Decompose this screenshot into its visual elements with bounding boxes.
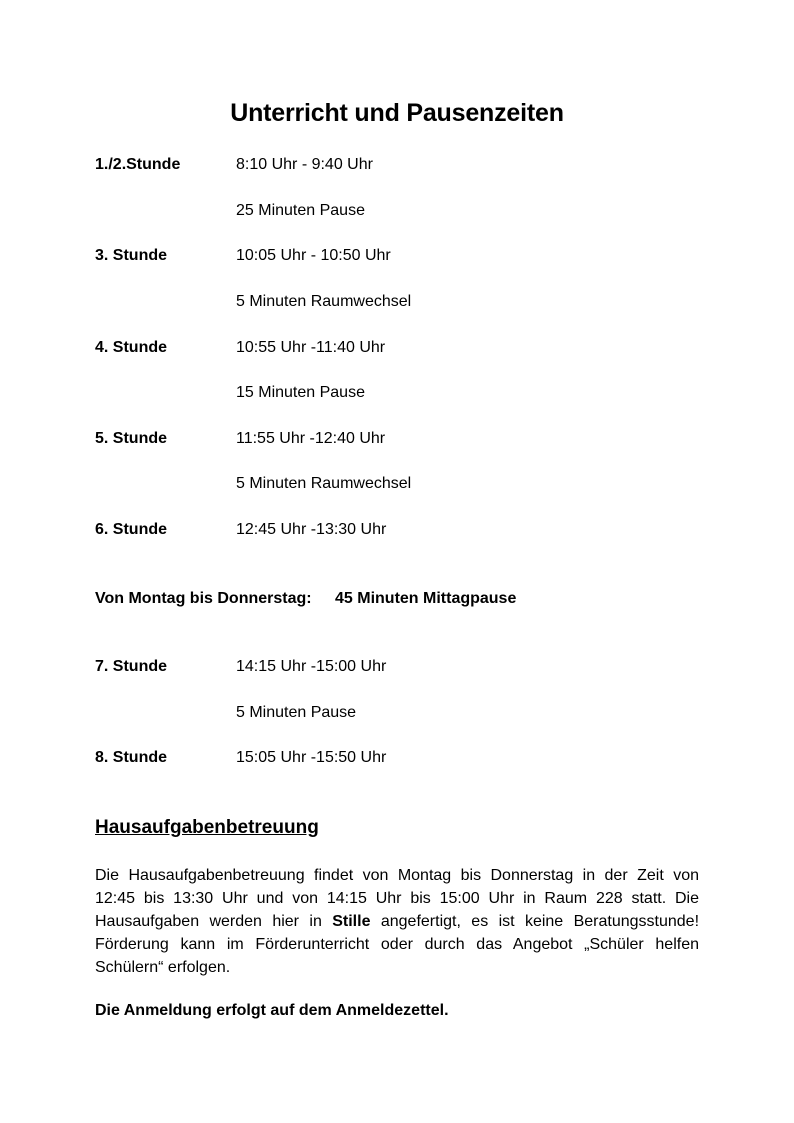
- lesson-time: 12:45 Uhr -13:30 Uhr: [236, 521, 387, 538]
- lunch-label: Von Montag bis Donnerstag:: [95, 590, 312, 607]
- schedule-row: [95, 747, 715, 769]
- lesson-label: 4. Stunde: [95, 339, 168, 356]
- lesson-label: 5. Stunde: [95, 430, 168, 447]
- paragraph-line: Die Hausaufgabenbetreuung findet von Montag bis Donnerstag in der Zeit von: [95, 867, 699, 884]
- registration-note: Die Anmeldung erfolgt auf dem Anmeldezettel.: [95, 1002, 449, 1019]
- lesson-label: 6. Stunde: [95, 521, 168, 538]
- schedule-row: [95, 337, 715, 359]
- schedule-row: [95, 428, 715, 450]
- paragraph-line: [95, 910, 699, 933]
- lesson-time: 14:15 Uhr -15:00 Uhr: [236, 658, 387, 675]
- break-text: 5 Minuten Pause: [236, 704, 357, 721]
- homework-paragraph: [95, 864, 699, 979]
- schedule-row: [95, 519, 715, 541]
- lunch-break-line: [95, 588, 517, 610]
- break-text: 25 Minuten Pause: [236, 202, 365, 219]
- lesson-label: 7. Stunde: [95, 658, 168, 675]
- lesson-time: 15:05 Uhr -15:50 Uhr: [236, 749, 387, 766]
- paragraph-line: Schülern“ erfolgen.: [95, 959, 231, 976]
- lunch-value: 45 Minuten Mittagpause: [335, 590, 517, 607]
- emphasis-text: Stille: [332, 913, 371, 930]
- paragraph-text: angefertigt, es ist keine Beratungsstunde!: [380, 913, 700, 930]
- section-heading: Hausaufgabenbetreuung: [95, 817, 319, 838]
- paragraph-text: Hausaufgaben werden hier in: [95, 913, 322, 930]
- schedule-row: [95, 245, 715, 267]
- break-text: 5 Minuten Raumwechsel: [236, 293, 412, 310]
- break-text: 5 Minuten Raumwechsel: [236, 475, 412, 492]
- lesson-time: 11:55 Uhr -12:40 Uhr: [236, 430, 386, 447]
- lesson-label: 3. Stunde: [95, 247, 168, 264]
- lesson-label: 1./2.Stunde: [95, 156, 181, 173]
- schedule-row: [95, 656, 715, 678]
- paragraph-line: Förderung kann im Förderunterricht oder durch das Angebot „Schüler helfen: [95, 936, 699, 953]
- lesson-time: 8:10 Uhr - 9:40 Uhr: [236, 156, 373, 173]
- break-text: 15 Minuten Pause: [236, 384, 365, 401]
- lesson-time: 10:55 Uhr -11:40 Uhr: [236, 339, 386, 356]
- paragraph-line: 12:45 bis 13:30 Uhr und von 14:15 Uhr bis 15:00 Uhr in Raum 228 statt. Die: [95, 890, 699, 907]
- schedule-row: [95, 154, 715, 176]
- lesson-time: 10:05 Uhr - 10:50 Uhr: [236, 247, 391, 264]
- lesson-label: 8. Stunde: [95, 749, 168, 766]
- page-title: Unterricht und Pausenzeiten: [230, 99, 564, 127]
